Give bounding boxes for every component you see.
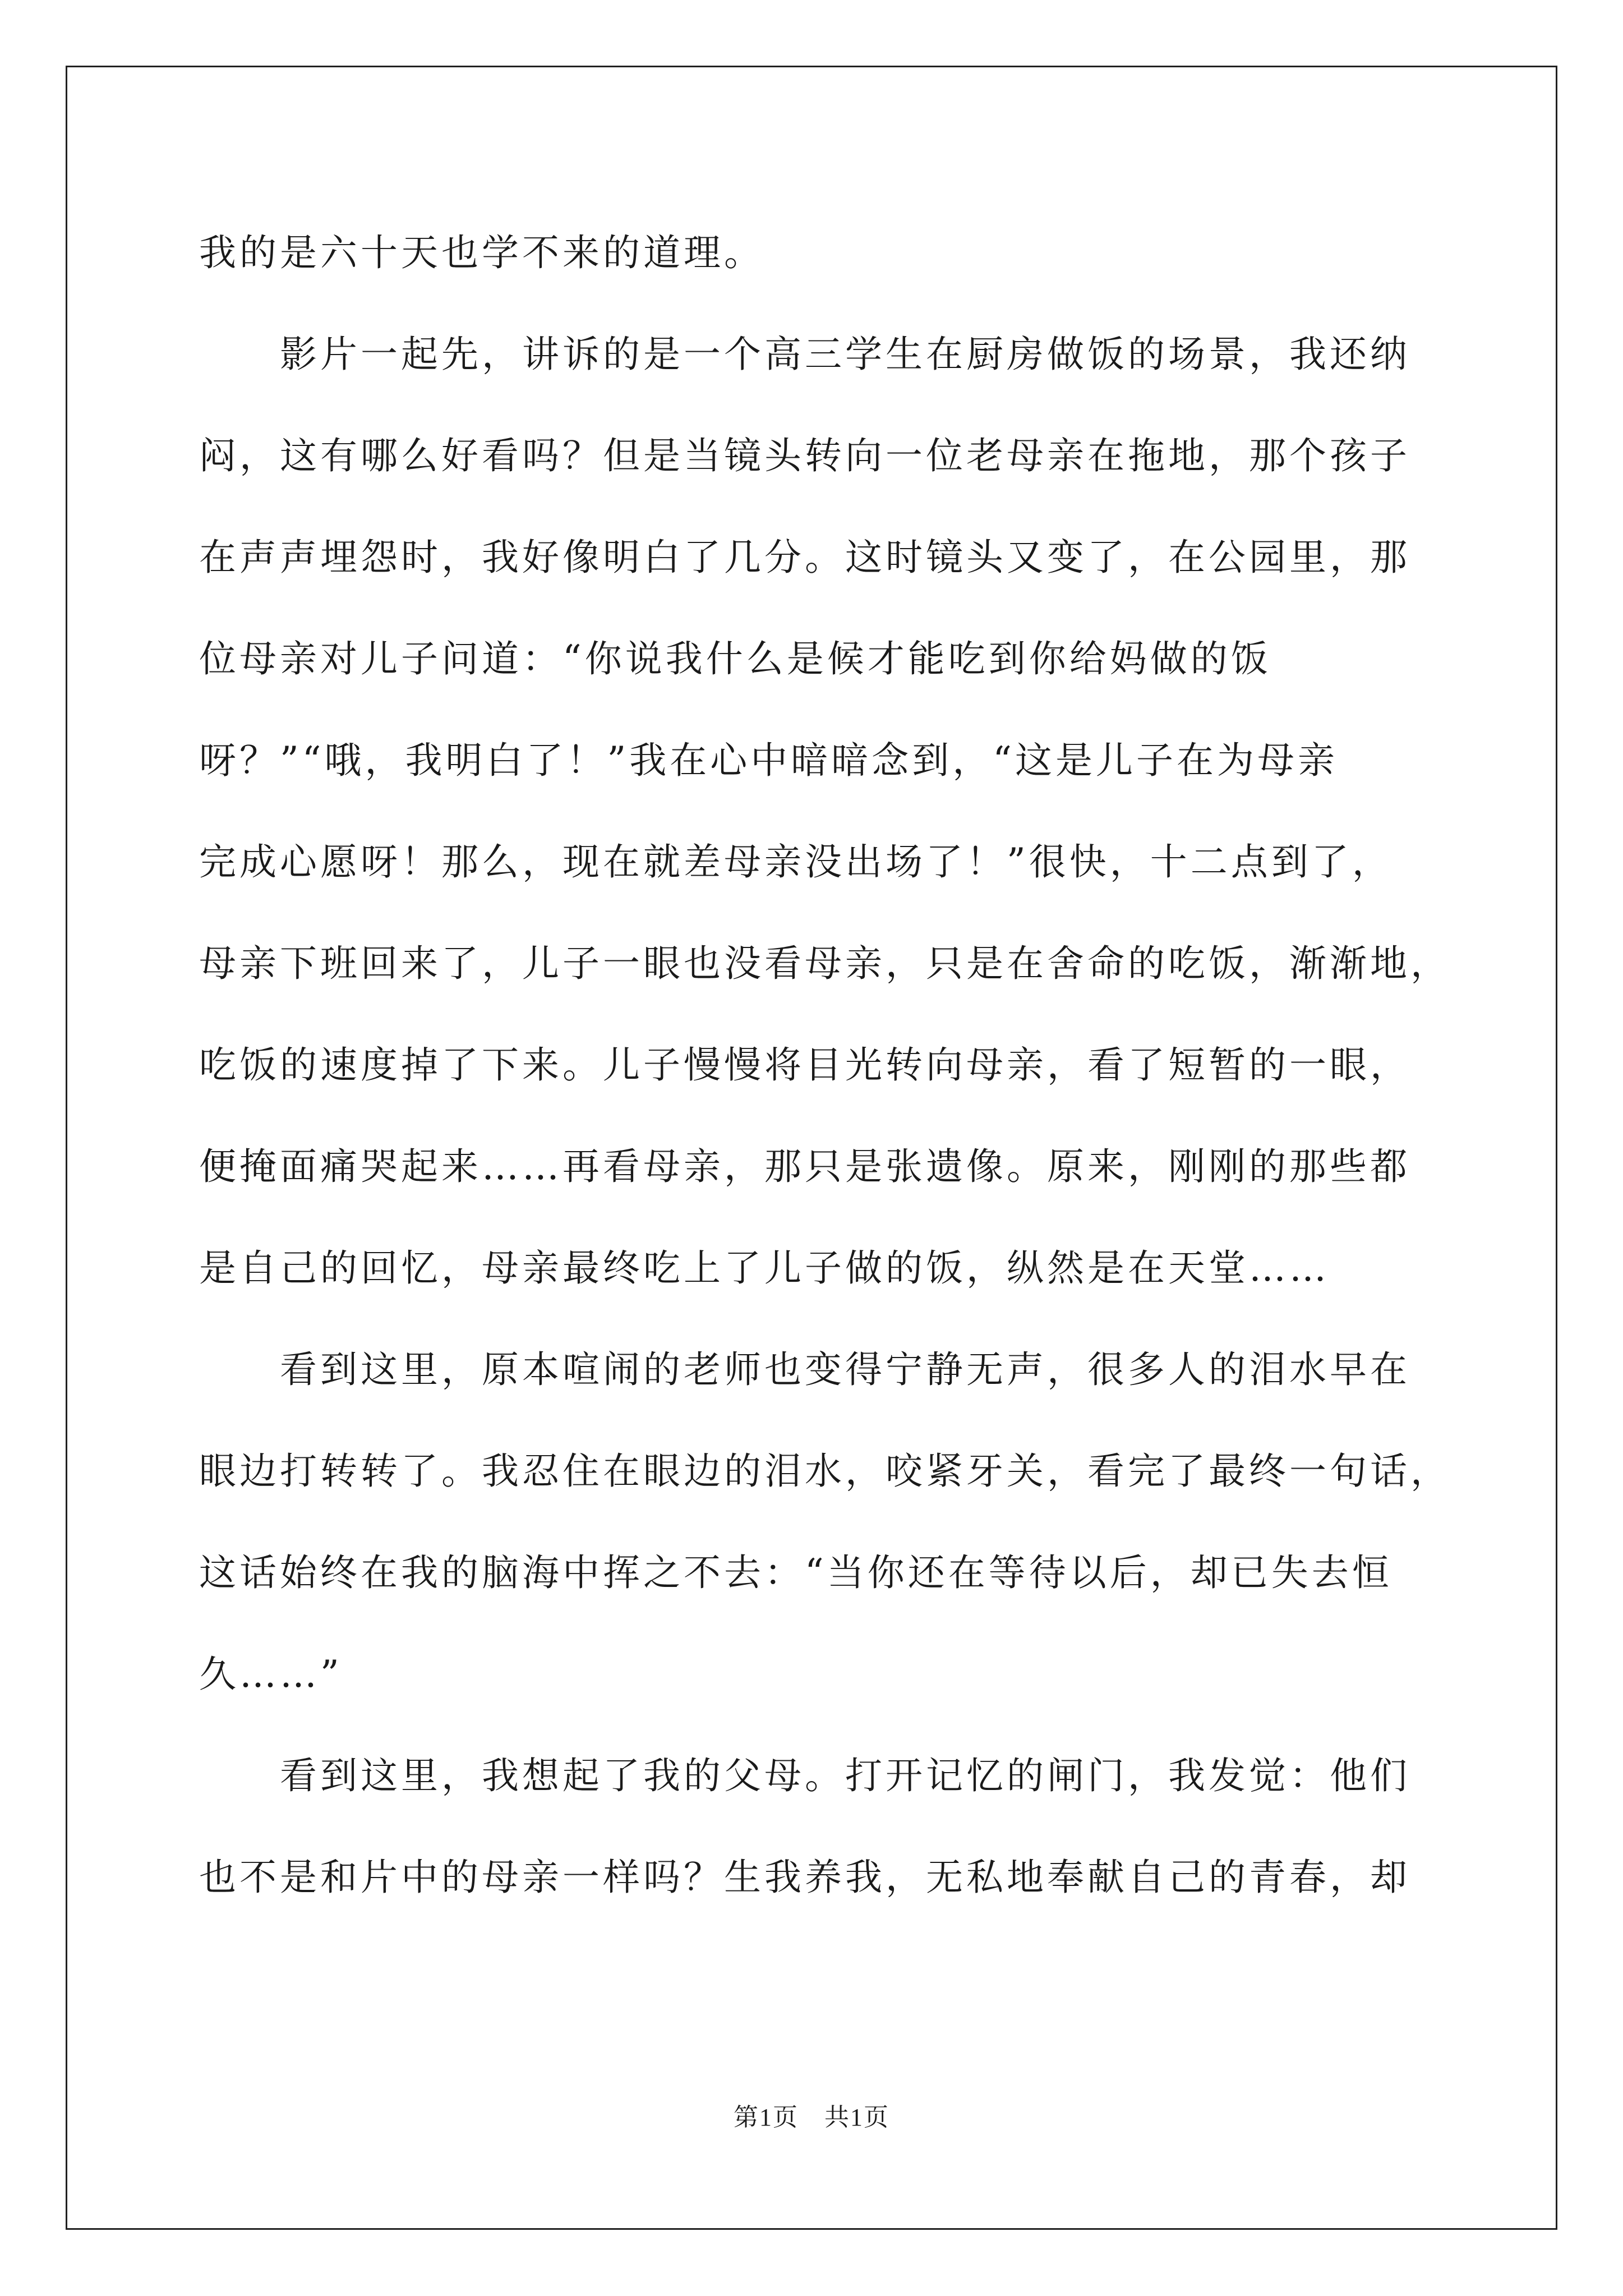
text-line: 看到这里，我想起了我的父母。打开记忆的闸门，我发觉：他们	[199, 1754, 1410, 1797]
text-line: 便掩面痛哭起来……再看母亲，那只是张遗像。原来，刚刚的那些都	[199, 1145, 1410, 1188]
text-line: 这话始终在我的脑海中挥之不去：“当你还在等待以后，却已失去恒	[199, 1551, 1393, 1594]
text-line: 闷，这有哪么好看吗？但是当镜头转向一位老母亲在拖地，那个孩子	[199, 434, 1410, 477]
text-line: 也不是和片中的母亲一样吗？生我养我，无私地奉献自己的青春，却	[199, 1856, 1410, 1899]
text-line: 呀？”“哦，我明白了！”我在心中暗暗念到，“这是儿子在为母亲	[199, 739, 1338, 782]
text-line: 久……”	[199, 1653, 343, 1696]
text-line: 看到这里，原本喧闹的老师也变得宁静无声，很多人的泪水早在	[199, 1348, 1410, 1391]
text-line: 吃饭的速度掉了下来。儿子慢慢将目光转向母亲，看了短暂的一眼，	[199, 1043, 1410, 1087]
text-line: 完成心愿呀！那么，现在就差母亲没出场了！”很快，十二点到了，	[199, 840, 1393, 884]
text-line: 是自己的回忆，母亲最终吃上了儿子做的饭，纵然是在天堂……	[199, 1246, 1330, 1290]
text-line: 我的是六十天也学不来的道理。	[199, 231, 764, 274]
text-line: 位母亲对儿子问道：“你说我什么是候才能吃到你给妈做的饭	[199, 637, 1271, 680]
text-line: 影片一起先，讲诉的是一个高三学生在厨房做饭的场景，我还纳	[199, 333, 1410, 376]
document-body	[199, 202, 1451, 1928]
text-line: 在声声埋怨时，我好像明白了几分。这时镜头又变了，在公园里，那	[199, 536, 1410, 579]
text-line: 眼边打转转了。我忍住在眼边的泪水，咬紧牙关，看完了最终一句话，	[199, 1450, 1451, 1493]
page-footer: 第1页 共1页	[734, 2104, 889, 2131]
text-line: 母亲下班回来了，儿子一眼也没看母亲，只是在舍命的吃饭，渐渐地，	[199, 942, 1451, 985]
